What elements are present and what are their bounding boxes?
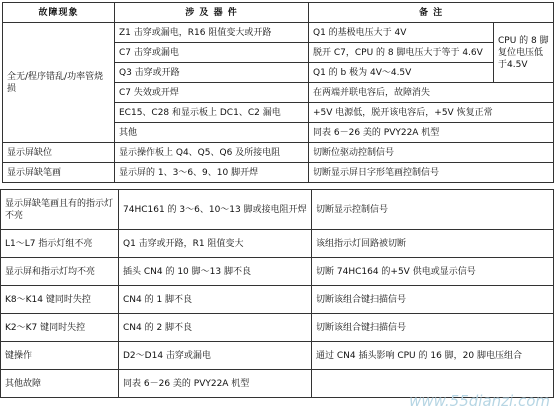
symptom-cell: 键操作	[1, 342, 119, 370]
note-cell: 切断位驱动控制信号	[309, 143, 554, 163]
table-row	[3, 163, 554, 183]
symptom-cell: 其他故障	[1, 370, 119, 398]
part-cell: CN4 的 2 脚不良	[119, 314, 312, 342]
note-cell: 切断显示控制信号	[312, 190, 554, 230]
note-cell: 通过 CN4 插头影响 CPU 的 16 脚，20 脚电压组合	[312, 342, 554, 370]
note-cell: 切断显示屏日字形笔画控制信号	[309, 163, 554, 183]
part-cell: D2～D14 击穿或漏电	[119, 342, 312, 370]
note-cell: Q1 的基极电压大于 4V	[309, 23, 494, 43]
side-note-cell: CPU 的 8 脚复位电压低于4.5V	[494, 23, 554, 83]
part-cell: Q3 击穿或开路	[115, 63, 309, 83]
symptom-cell: 显示屏和指示灯均不亮	[1, 258, 119, 286]
part-cell: 显示操作板上 Q4、Q5、Q6 及所接电阻	[115, 143, 309, 163]
part-cell: Q1 击穿或开路，R1 阻值变大	[119, 230, 312, 258]
symptom-cell: K2～K7 键同时失控	[1, 314, 119, 342]
part-cell: 同表 6－26 美的 PVY22A 机型	[119, 370, 312, 398]
part-cell: Z1 击穿或漏电，R16 阻值变大或开路	[115, 23, 309, 43]
table-row	[1, 258, 554, 286]
header-parts: 涉 及 器 件	[115, 3, 309, 23]
part-cell: C7 击穿或漏电	[115, 43, 309, 63]
note-cell: 脱开 C7，CPU 的 8 脚电压大于等于 4.6V	[309, 43, 494, 63]
part-cell: 显示屏的 1、3～6、9、10 脚开焊	[115, 163, 309, 183]
symptom-cell: 显示屏缺位	[3, 143, 115, 163]
part-cell: 74HC161 的 3～6、10～13 脚或接电阻开焊	[119, 190, 312, 230]
symptom-cell: 显示屏缺笔画	[3, 163, 115, 183]
watermark: www.55dianzi.com	[409, 392, 550, 410]
note-cell: 切断该组合键扫描信号	[312, 286, 554, 314]
table-row	[1, 190, 554, 230]
table-row	[1, 230, 554, 258]
table-header-row	[3, 3, 554, 23]
header-symptom: 故障现象	[3, 3, 115, 23]
part-cell: 其他	[115, 123, 309, 143]
symptom-cell: 全无/程序错乱/功率管烧损	[3, 23, 115, 143]
table-row	[3, 23, 554, 43]
note-cell: Q1 的 b 极为 4V～4.5V	[309, 63, 494, 83]
note-cell: 同表 6－26 美的 PVY22A 机型	[309, 123, 554, 143]
header-notes: 备 注	[309, 3, 554, 23]
table-row	[1, 342, 554, 370]
note-cell: 切断 74HC164 的+5V 供电或显示信号	[312, 258, 554, 286]
note-cell: 该组指示灯回路被切断	[312, 230, 554, 258]
part-cell: 插头 CN4 的 10 脚～13 脚不良	[119, 258, 312, 286]
symptom-cell: 显示屏缺笔画且有的指示灯不亮	[1, 190, 119, 230]
part-cell: CN4 的 1 脚不良	[119, 286, 312, 314]
fault-table-upper	[2, 2, 554, 183]
fault-table-lower	[0, 189, 554, 398]
table-row	[3, 143, 554, 163]
table-row	[1, 286, 554, 314]
note-cell: +5V 电源低，脱开该电容后，+5V 恢复正常	[309, 103, 554, 123]
symptom-cell: K8～K14 键同时失控	[1, 286, 119, 314]
symptom-cell: L1～L7 指示灯组不亮	[1, 230, 119, 258]
part-cell: C7 失效或开焊	[115, 83, 309, 103]
part-cell: EC15、C28 和显示板上 DC1、C2 漏电	[115, 103, 309, 123]
note-cell: 切断该组合键扫描信号	[312, 314, 554, 342]
note-cell: 在两端并联电容后，故障消失	[309, 83, 554, 103]
table-row	[1, 314, 554, 342]
